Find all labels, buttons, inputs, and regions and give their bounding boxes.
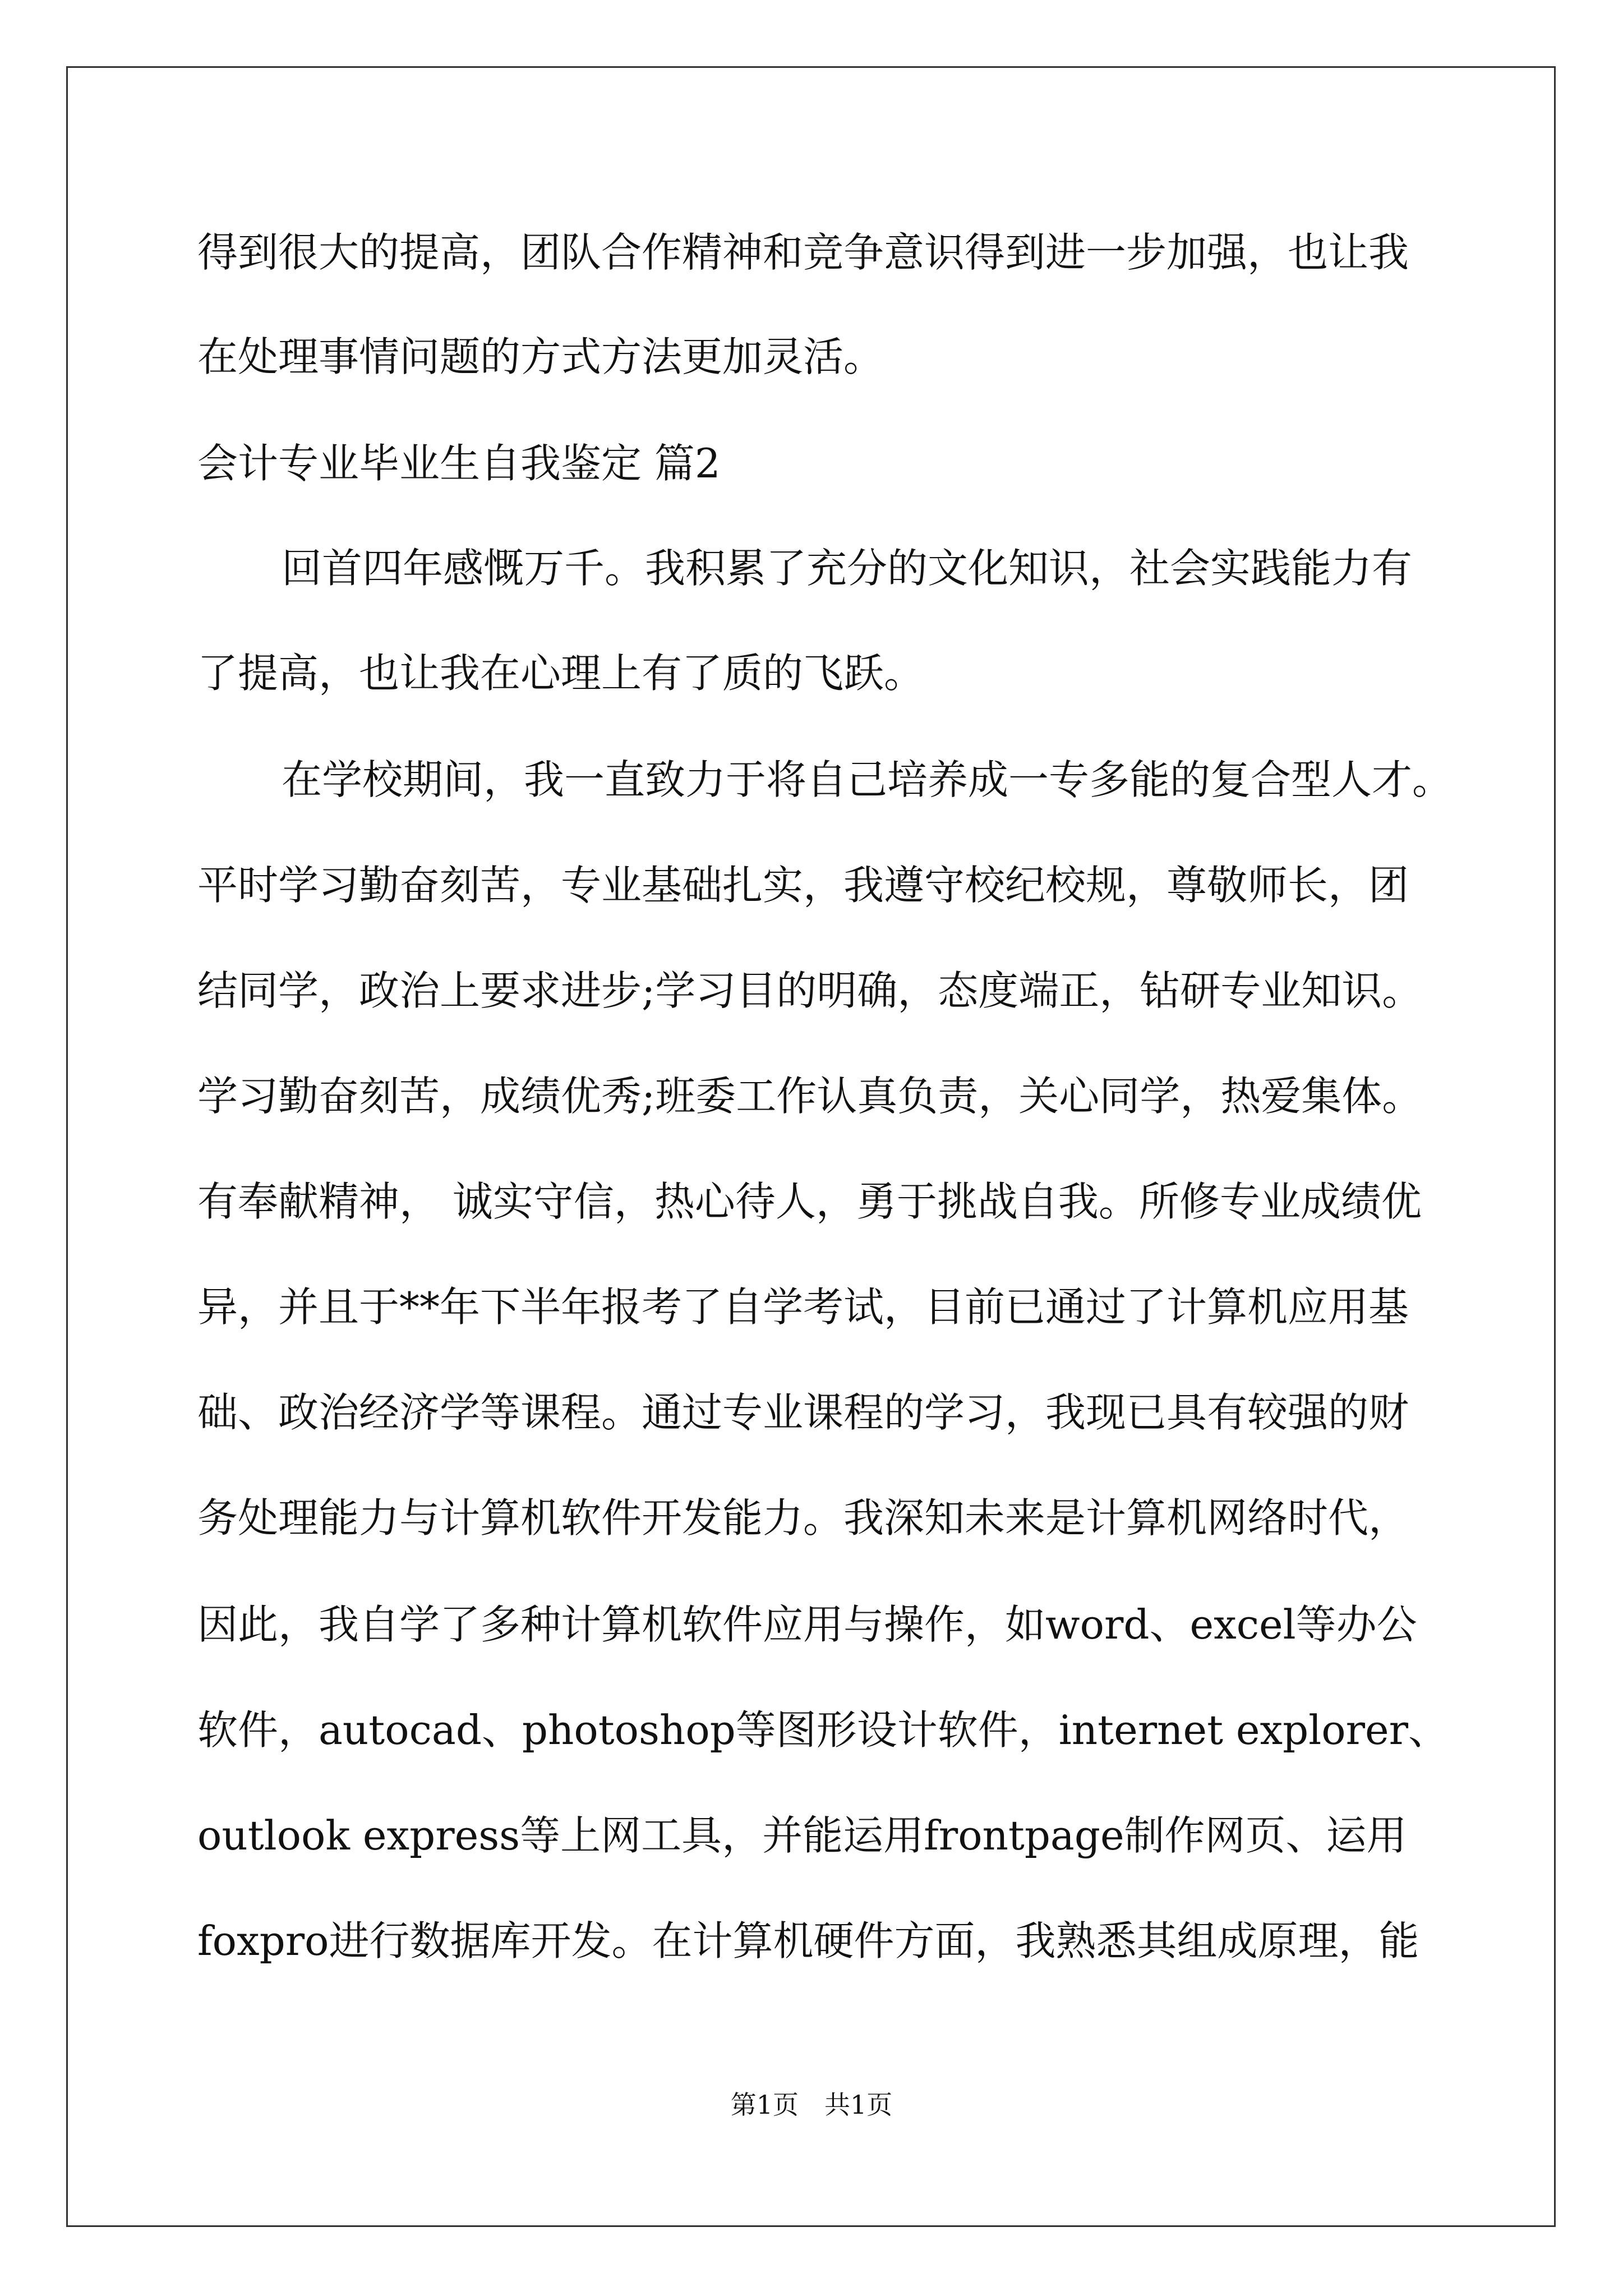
paragraph-2-line-11: outlook express等上网工具，并能运用frontpage制作网页、运用 bbox=[197, 1812, 1407, 1859]
paragraph-1-line-1: 回首四年感慨万千。我积累了充分的文化知识，社会实践能力有 bbox=[282, 545, 1413, 592]
text-line-1: 得到很大的提高，团队合作精神和竞争意识得到进一步加强，也让我 bbox=[197, 229, 1409, 276]
paragraph-2-line-12: foxpro进行数据库开发。在计算机硬件方面，我熟悉其组成原理，能 bbox=[197, 1917, 1419, 1964]
page-footer: 第1页 共1页 bbox=[730, 2090, 893, 2120]
paragraph-2-line-5: 有奉献精神， 诚实守信，热心待人，勇于挑战自我。所修专业成绩优 bbox=[197, 1178, 1422, 1225]
paragraph-2-line-7: 础、政治经济学等课程。通过专业课程的学习，我现已具有较强的财 bbox=[197, 1389, 1409, 1436]
paragraph-2-line-1: 在学校期间，我一直致力于将自己培养成一专多能的复合型人才。 bbox=[282, 756, 1453, 803]
paragraph-2-line-9: 因此，我自学了多种计算机软件应用与操作，如word、excel等办公 bbox=[197, 1601, 1417, 1648]
paragraph-2-line-3: 结同学，政治上要求进步;学习目的明确，态度端正，钻研专业知识。 bbox=[197, 967, 1423, 1014]
paragraph-2-line-2: 平时学习勤奋刻苦，专业基础扎实，我遵守校纪校规，尊敬师长，团 bbox=[197, 862, 1409, 909]
paragraph-2-line-6: 异，并且于**年下半年报考了自学考试，目前已通过了计算机应用基 bbox=[197, 1283, 1409, 1331]
paragraph-2-line-10: 软件，autocad、photoshop等图形设计软件，internet explorer、 bbox=[197, 1706, 1449, 1754]
page-border bbox=[66, 66, 1556, 2227]
section-heading: 会计专业毕业生自我鉴定 篇2 bbox=[197, 440, 721, 487]
paragraph-2-line-4: 学习勤奋刻苦，成绩优秀;班委工作认真负责，关心同学，热爱集体。 bbox=[197, 1073, 1423, 1120]
text-line-2: 在处理事情问题的方式方法更加灵活。 bbox=[197, 333, 884, 380]
paragraph-1-line-2: 了提高，也让我在心理上有了质的飞跃。 bbox=[197, 650, 925, 697]
paragraph-2-line-8: 务处理能力与计算机软件开发能力。我深知未来是计算机网络时代， bbox=[197, 1494, 1409, 1542]
